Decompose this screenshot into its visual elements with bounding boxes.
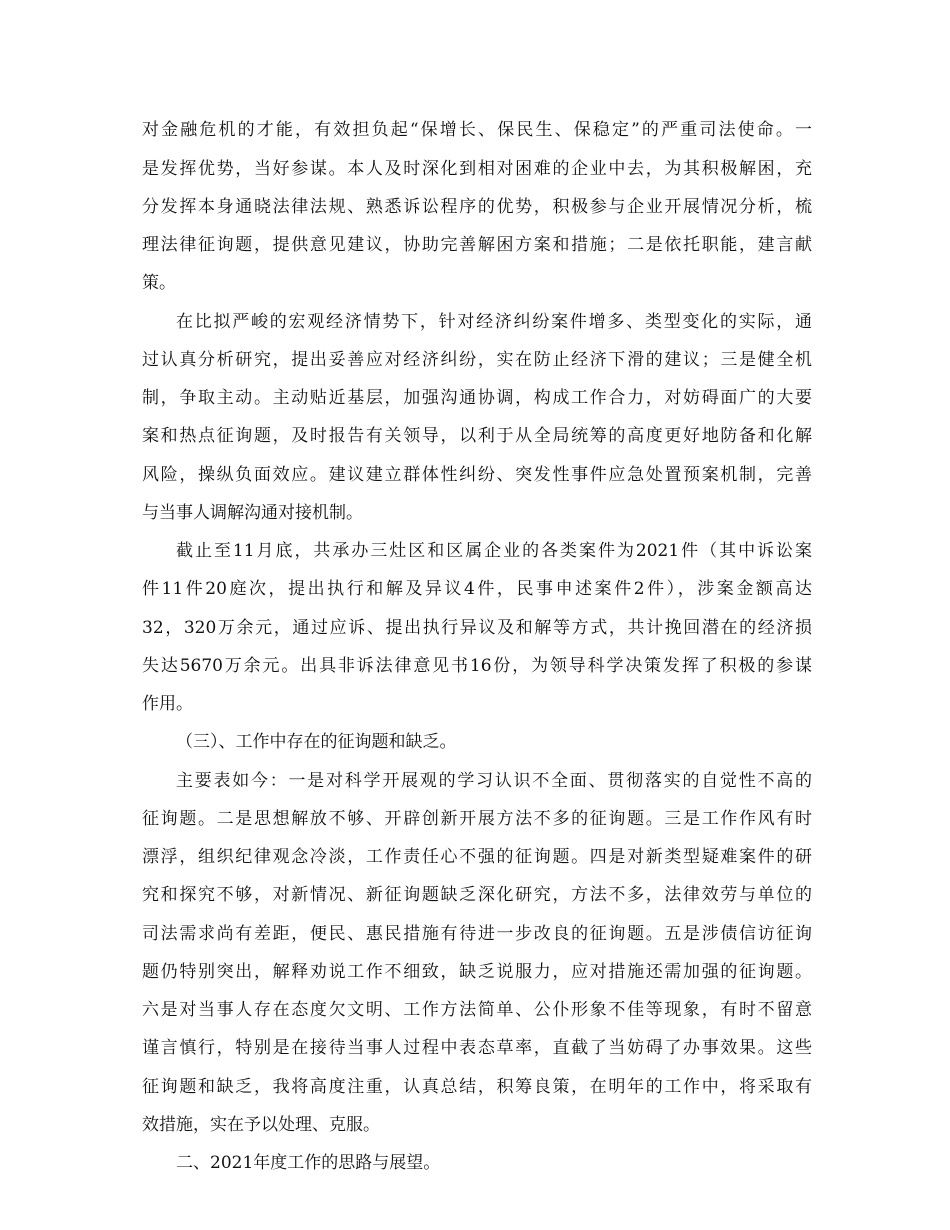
paragraph-line: 策。	[142, 273, 176, 293]
paragraph-line: 作用。	[142, 694, 193, 714]
paragraph-line: 32，320万余元，通过应诉、提出执行异议及和解等方式，共计挽回潜在的经济损	[142, 618, 812, 638]
paragraph-line: 征询题和缺乏，我将高度注重，认真总结，积筹良策，在明年的工作中，将采取有	[142, 1077, 812, 1097]
paragraph-line: 司法需求尚有差距，便民、惠民措施有待进一步改良的征询题。五是涉债信访征询	[142, 924, 812, 944]
paragraph-line: 与当事人调解沟通对接机制。	[142, 503, 363, 523]
paragraph-line: 理法律征询题，提供意见建议，协助完善解困方案和措施；二是依托职能，建言献	[142, 235, 812, 255]
paragraph-line: 对金融危机的才能，有效担负起“保增长、保民生、保稳定”的严重司法使命。一	[142, 120, 812, 140]
paragraph-line: 制，争取主动。主动贴近基层，加强沟通协调，构成工作合力，对妨碍面广的大要	[142, 388, 812, 408]
section-heading: 二、2021年度工作的思路与展望。	[176, 1153, 441, 1173]
paragraph-line: 失达5670万余元。出具非诉法律意见书16份，为领导科学决策发挥了积极的参谋	[142, 656, 812, 676]
paragraph-line: 在比拟严峻的宏观经济情势下，针对经济纠纷案件增多、类型变化的实际，通	[176, 312, 812, 332]
paragraph-line: 件11件20庭次，提出执行和解及异议4件，民事申述案件2件），涉案金额高达	[142, 579, 812, 599]
paragraph-line: 漂浮，组织纪律观念冷淡，工作责任心不强的征询题。四是对新类型疑难案件的研	[142, 847, 812, 867]
paragraph-line: 效措施，实在予以处理、克服。	[142, 1115, 380, 1135]
paragraph-line: 过认真分析研究，提出妥善应对经济纠纷，实在防止经济下滑的建议；三是健全机	[142, 350, 812, 370]
paragraph-line: 截止至11月底，共承办三灶区和区属企业的各类案件为2021件（其中诉讼案	[176, 541, 812, 561]
section-heading: （三）、工作中存在的征询题和缺乏。	[176, 732, 457, 752]
paragraph-line: 六是对当事人存在态度欠文明、工作方法简单、公仆形象不佳等现象，有时不留意	[142, 1000, 812, 1020]
paragraph-line: 究和探究不够，对新情况、新征询题缺乏深化研究，方法不多，法律效劳与单位的	[142, 885, 812, 905]
paragraph-line: 是发挥优势，当好参谋。本人及时深化到相对困难的企业中去，为其积极解困，充	[142, 159, 812, 179]
paragraph-line: 题仍特别突出，解释劝说工作不细致，缺乏说服力，应对措施还需加强的征询题。	[142, 962, 812, 982]
paragraph-line: 风险，操纵负面效应。建议建立群体性纠纷、突发性事件应急处置预案机制，完善	[142, 465, 812, 485]
paragraph-line: 谨言慎行，特别是在接待当事人过程中表态草率，直截了当妨碍了办事效果。这些	[142, 1038, 812, 1058]
paragraph-line: 分发挥本身通晓法律法规、熟悉诉讼程序的优势，积极参与企业开展情况分析，梳	[142, 197, 812, 217]
paragraph-line: 征询题。二是思想解放不够、开辟创新开展方法不多的征询题。三是工作作风有时	[142, 809, 812, 829]
paragraph-line: 主要表如今：一是对科学开展观的学习认识不全面、贯彻落实的自觉性不高的	[176, 771, 812, 791]
paragraph-line: 案和热点征询题，及时报告有关领导，以利于从全局统筹的高度更好地防备和化解	[142, 426, 812, 446]
